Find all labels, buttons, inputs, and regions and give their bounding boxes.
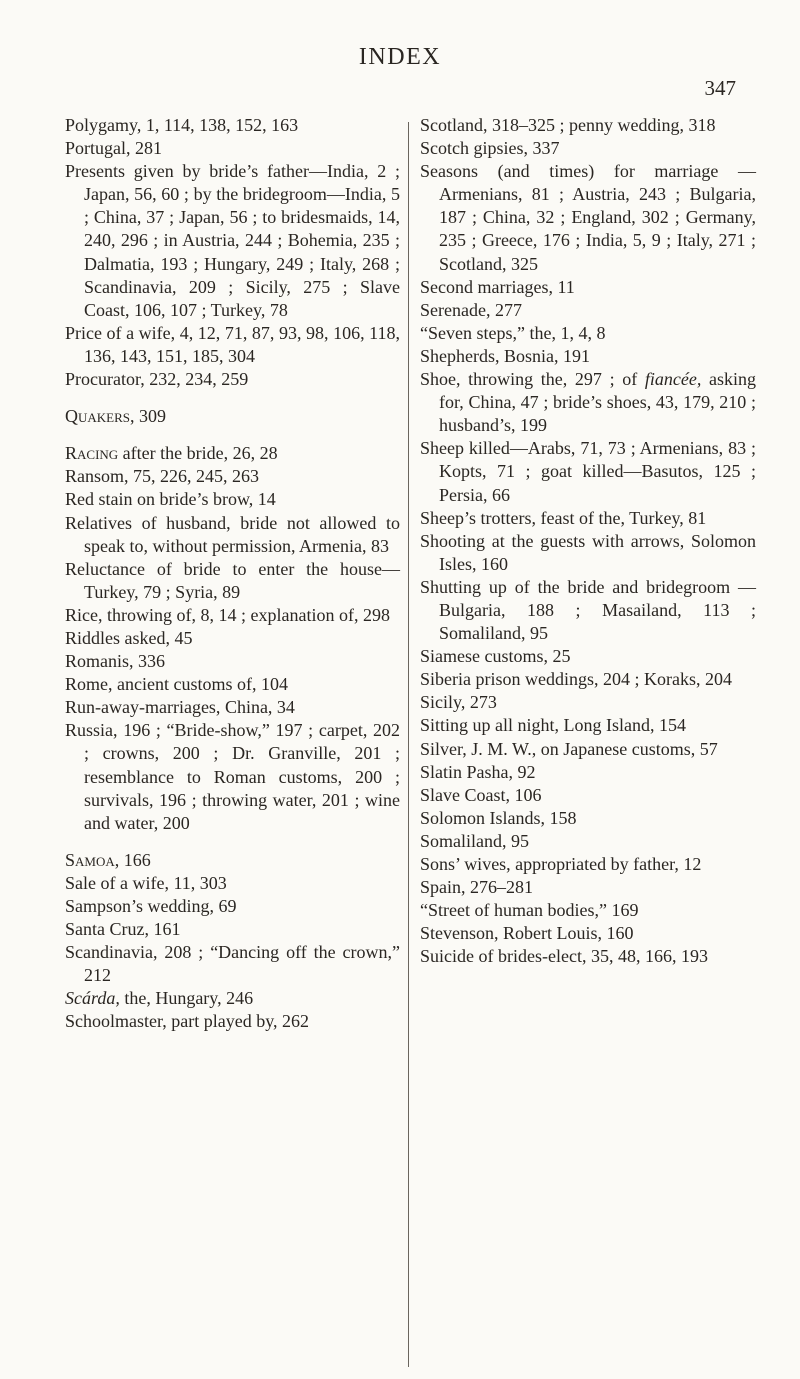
index-entry-heading: Racing — [65, 443, 119, 464]
index-letter-gap — [65, 391, 400, 405]
index-column-left — [65, 114, 400, 1034]
index-entry-heading: Price — [65, 322, 102, 343]
index-entry-references: 161 — [148, 919, 181, 940]
index-entry-heading: Red — [65, 489, 94, 510]
index-entry — [420, 137, 756, 160]
index-entry-heading: Ransom, — [65, 466, 129, 487]
index-entry-heading: Siamese — [420, 646, 480, 667]
index-entry-references: ancient customs of, 104 — [112, 674, 288, 695]
index-entry-references-cont: asking for, China, 47 ; bride’s shoes, 43, 179, 210 ; husband’s, 199 — [439, 369, 757, 436]
index-entry-references: asked, 45 — [120, 627, 193, 648]
index-entry-heading: Second — [420, 276, 473, 297]
index-entry-references: of brides-elect, 35, 48, 166, 193 — [474, 946, 708, 967]
index-entry — [420, 437, 756, 506]
index-entry — [420, 691, 756, 714]
index-entry-heading: Spain, — [420, 877, 466, 898]
index-entry-references: Robert Louis, 160 — [498, 923, 634, 944]
index-entry — [420, 645, 756, 668]
index-entry-heading: Scandinavia, — [65, 942, 158, 963]
index-entry-heading: Suicide — [420, 946, 474, 967]
index-entry-heading: Sampson’s — [65, 896, 144, 916]
index-entry-heading: Sitting — [420, 715, 469, 736]
index-entry-references: the, Hungary, 246 — [119, 988, 254, 1009]
index-entry — [65, 512, 400, 558]
index-entry-references: gipsies, 337 — [469, 138, 560, 159]
index-entry-references: 196 ; “Bride-show,” 197 ; carpet, 202 ; crowns, 200 ; Dr. Granville, 201 ; resemblance to Roman customs, 200 ; survivals, 196 ; throwing water, 201 ; wine and water, 200 — [84, 720, 400, 833]
index-entry — [420, 507, 756, 530]
index-entry-heading: Romanis, — [65, 651, 134, 672]
index-entry — [420, 899, 756, 922]
index-entry-references: given by bride’s father—India, 2 ; Japan, 56, 60 ; by the bridegroom—India, 5 ; China, 37 ; Japan, 56 ; to bridesmaids, 14, 240, 296 ; in Austria, 244 ; Bohemia, 235 ; Dalmatia, 193 ; Hungary, 249 ; Italy, 268 ; Scandinavia, 209 ; Sicily, 275 ; Slave Coast, 106, 107 ; Turkey, 78 — [84, 161, 400, 320]
index-letter-gap — [65, 428, 400, 442]
index-entry-heading: Shepherds, — [420, 345, 500, 366]
index-entry-references: after the bride, 26, 28 — [118, 443, 278, 464]
index-entry-heading: “Street — [420, 900, 470, 921]
index-entry — [420, 576, 756, 645]
index-entry — [420, 668, 756, 691]
index-entry-references: part played by, 262 — [166, 1011, 310, 1032]
page-title: INDEX — [358, 44, 442, 70]
index-entry-references: 75, 226, 245, 263 — [128, 466, 260, 487]
index-entry-heading: Slave — [420, 784, 460, 805]
index-entry-heading: Stevenson, — [420, 923, 499, 944]
index-entry — [420, 368, 756, 437]
index-entry-heading: Sheep — [420, 438, 464, 459]
index-entry-heading: Run-away-marriages, — [65, 697, 221, 718]
index-entry — [65, 137, 400, 160]
index-entry — [420, 830, 756, 853]
index-entry — [65, 696, 400, 719]
index-entry-heading: Portugal, — [65, 138, 131, 159]
index-entry-references: Islands, 158 — [485, 807, 577, 828]
index-entry-references: 232, 234, 259 — [144, 369, 249, 390]
index-entry-italic-term: fiancée, — [644, 369, 702, 390]
index-entry — [65, 941, 400, 987]
index-entry-references: marriages, 11 — [473, 276, 575, 297]
column-divider — [408, 122, 409, 1367]
index-entry-references: 336 — [133, 651, 166, 672]
index-entry-references: trotters, feast of the, Turkey, 81 — [476, 507, 707, 528]
index-entry — [420, 530, 756, 576]
index-entry-heading: Samoa, — [65, 849, 120, 870]
index-entry-heading: Shoe, — [420, 369, 461, 390]
index-entry-references: 277 — [490, 299, 522, 320]
index-entry — [420, 853, 756, 876]
index-entry — [65, 604, 400, 627]
index-entry — [65, 895, 400, 918]
index-entry-references: customs, 25 — [480, 646, 571, 667]
index-entry-references: at the guests with arrows, Solomon Isles, 160 — [439, 530, 756, 574]
index-entry-heading: Scotch — [420, 138, 469, 159]
page-header — [0, 44, 800, 100]
index-entry — [65, 650, 400, 673]
index-entry-references: throwing of, 8, 14 ; explanation of, 298 — [102, 604, 390, 625]
index-entry-heading: Quakers, — [65, 406, 135, 427]
index-entry — [65, 160, 400, 322]
index-entry-references: China, 34 — [220, 697, 295, 718]
index-entry-references: stain on bride’s brow, 14 — [94, 489, 276, 510]
index-entry-heading: Polygamy, — [65, 115, 142, 135]
index-entry-heading: Sicily, — [420, 692, 466, 713]
index-entry — [65, 322, 400, 368]
index-entry — [420, 784, 756, 807]
index-entry-references: of a wife, 4, 12, 71, 87, 93, 98, 106, 118, 136, 143, 151, 185, 304 — [84, 322, 400, 366]
index-entry-heading: Seasons — [420, 161, 478, 182]
index-entry — [65, 673, 400, 696]
index-entry — [65, 719, 400, 834]
index-entry-heading: Somaliland, — [420, 830, 507, 851]
index-entry-heading: Silver, — [420, 738, 467, 759]
index-entry — [65, 627, 400, 650]
index-entry — [420, 922, 756, 945]
index-entry-references: killed—Arabs, 71, 73 ; Armenians, 83 ; Kopts, 71 ; goat killed—Basutos, 125 ; Persia, 66 — [439, 438, 756, 505]
index-entry — [65, 558, 400, 604]
index-entry-references: 208 ; “Dancing off the crown,” 212 — [84, 942, 400, 986]
index-entry — [65, 1010, 400, 1033]
page-number: 347 — [704, 76, 736, 100]
index-entry-heading: Rice, — [65, 604, 103, 625]
index-entry — [420, 738, 756, 761]
index-entry — [420, 299, 756, 322]
index-entry-references: 1, 114, 138, 152, 163 — [141, 115, 299, 135]
index-entry-heading: Solomon — [420, 807, 486, 828]
index-entry-heading: Sale — [65, 872, 96, 893]
index-entry — [65, 987, 400, 1010]
index-entry-heading: Presents — [65, 161, 125, 182]
index-entry-heading: Siberia — [420, 669, 471, 690]
index-entry-references: prison weddings, 204 ; Koraks, 204 — [471, 669, 732, 690]
index-entry-heading: “Seven — [420, 322, 472, 343]
index-entry-heading: Reluctance — [65, 558, 145, 579]
index-entry — [420, 322, 756, 345]
index-entry-heading: Serenade, — [420, 299, 491, 320]
index-entry-heading: Scotland, — [420, 115, 488, 135]
index-entry-references: (and times) for marriage —Armenians, 81 ; Austria, 243 ; Bulgaria, 187 ; China, 32 ; England, 302 ; Germany, 235 ; Greece, 176 ; India, 5, 9 ; Italy, 271 ; Scotland, 325 — [439, 161, 756, 274]
index-entry-heading: Procurator, — [65, 369, 145, 390]
index-entry — [420, 714, 756, 737]
index-entry — [420, 807, 756, 830]
index-entry-references: Pasha, 92 — [462, 761, 536, 782]
index-entry — [65, 488, 400, 511]
index-entry-references: 318–325 ; penny wedding, 318 — [487, 115, 716, 135]
index-entry-heading: Riddles — [65, 627, 121, 648]
index-entry — [420, 276, 756, 299]
index-entry-references: 309 — [134, 406, 167, 427]
index-entry-references: wedding, 69 — [143, 896, 237, 916]
index-entry-references: 281 — [130, 138, 162, 159]
index-entry-references: steps,” the, 1, 4, 8 — [471, 322, 606, 343]
index-entry-heading: Santa Cruz, — [65, 919, 149, 940]
index-entry-heading: Sons’ — [420, 854, 460, 874]
index-entry-references: Bosnia, 191 — [499, 345, 591, 366]
index-entry-references: throwing the, 297 ; of — [460, 369, 645, 390]
index-entry — [65, 849, 400, 872]
index-entry — [65, 465, 400, 488]
index-entry-references: of bride to enter the house—Turkey, 79 ; Syria, 89 — [84, 558, 400, 602]
index-entry-heading: Sheep’s — [420, 507, 476, 528]
index-entry — [420, 945, 756, 968]
index-entry-heading: Russia, — [65, 720, 118, 741]
index-entry — [420, 345, 756, 368]
index-entry — [65, 442, 400, 465]
index-entry-references: up of the bride and bridegroom — Bulgaria, 188 ; Masailand, 113 ; Somaliland, 95 — [439, 576, 756, 644]
index-entry — [420, 160, 756, 275]
index-entry-references: 166 — [119, 849, 151, 870]
index-entry-heading: Scárda, — [65, 988, 120, 1009]
index-entry-heading: Slatin — [420, 761, 463, 782]
index-entry — [65, 872, 400, 895]
index-column-right — [420, 114, 756, 968]
index-letter-gap — [65, 835, 400, 849]
index-entry — [420, 876, 756, 899]
index-entry-references: 276–281 — [465, 877, 534, 898]
index-entry — [420, 114, 756, 137]
index-entry-references: of husband, bride not allowed to speak to, without permission, Armenia, 83 — [84, 512, 400, 556]
index-entry — [65, 368, 400, 391]
index-entry-heading: Shooting — [420, 530, 486, 551]
index-entry-references: up all night, Long Island, 154 — [468, 715, 686, 736]
index-entry-references: of human bodies,” 169 — [469, 900, 639, 921]
index-entry — [65, 918, 400, 941]
index-entry-references: of a wife, 11, 303 — [96, 872, 227, 893]
index-entry-references: wives, appropriated by father, 12 — [459, 854, 702, 874]
index-entry-references: 95 — [506, 830, 529, 851]
index-entry-heading: Schoolmaster, — [65, 1011, 167, 1032]
index-entry-references: J. M. W., on Japanese customs, 57 — [466, 738, 718, 759]
index-entry-references: 273 — [465, 692, 497, 713]
index-entry-heading: Rome, — [65, 674, 113, 695]
index-entry — [420, 761, 756, 784]
index-entry-heading: Shutting — [420, 576, 482, 597]
index-entry-references: Coast, 106 — [460, 784, 542, 805]
index-entry — [65, 405, 400, 428]
index-entry-heading: Relatives — [65, 512, 132, 533]
index-entry — [65, 114, 400, 137]
